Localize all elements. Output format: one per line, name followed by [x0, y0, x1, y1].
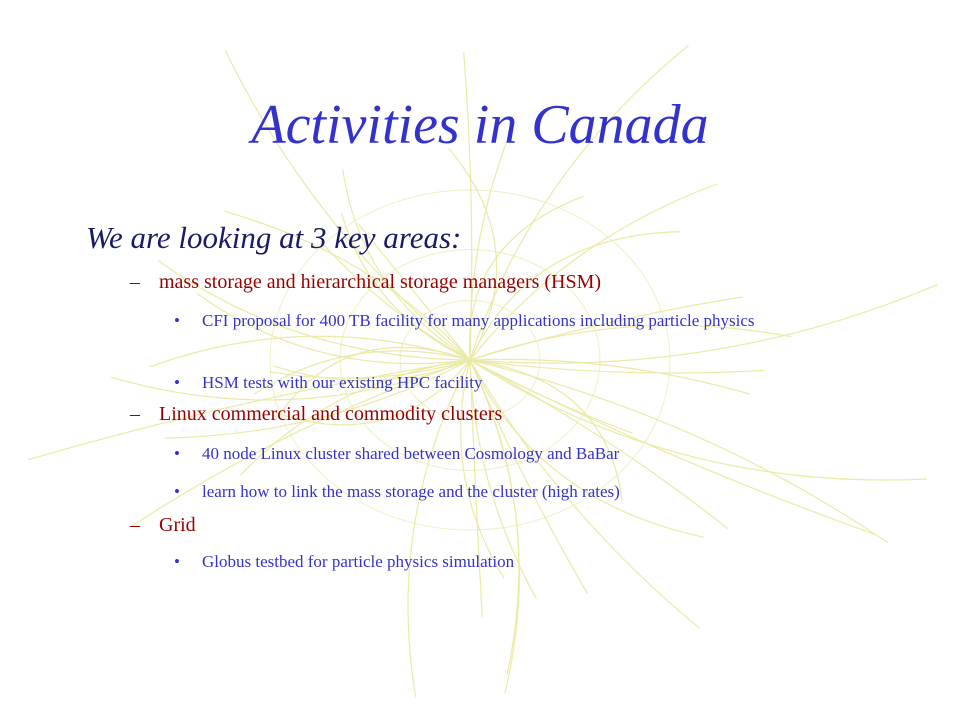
dash-bullet: – — [130, 271, 140, 293]
list-item — [174, 308, 874, 333]
dash-bullet: – — [130, 514, 140, 536]
list-item — [174, 441, 874, 466]
section-heading-grid — [130, 512, 910, 538]
dash-bullet: – — [130, 403, 140, 425]
lead-text: We are looking at 3 key areas: — [86, 220, 462, 255]
section-heading-text: Linux commercial and commodity clusters — [159, 403, 503, 425]
list-item-text: Globus testbed for particle physics simulation — [202, 552, 515, 571]
section-heading-text: Grid — [159, 514, 196, 536]
section-heading-text: mass storage and hierarchical storage managers (HSM) — [159, 271, 602, 293]
slide-title: Activities in Canada — [251, 94, 709, 156]
list-item-text: 40 node Linux cluster shared between Cosmology and BaBar — [202, 444, 620, 463]
list-item-text: learn how to link the mass storage and the cluster (high rates) — [202, 482, 620, 501]
bullet-dot: • — [174, 444, 180, 463]
list-item — [174, 549, 874, 574]
list-item — [174, 479, 874, 504]
section-heading-linux — [130, 401, 910, 427]
bullet-dot: • — [174, 373, 180, 392]
list-item-text: HSM tests with our existing HPC facility — [202, 373, 483, 392]
bullet-dot: • — [174, 482, 180, 501]
list-item-text: CFI proposal for 400 TB facility for many applications including particle physics — [202, 311, 755, 330]
bullet-dot: • — [174, 552, 180, 571]
bullet-dot: • — [174, 311, 180, 330]
section-heading-hsm — [130, 269, 910, 295]
list-item — [174, 370, 874, 395]
